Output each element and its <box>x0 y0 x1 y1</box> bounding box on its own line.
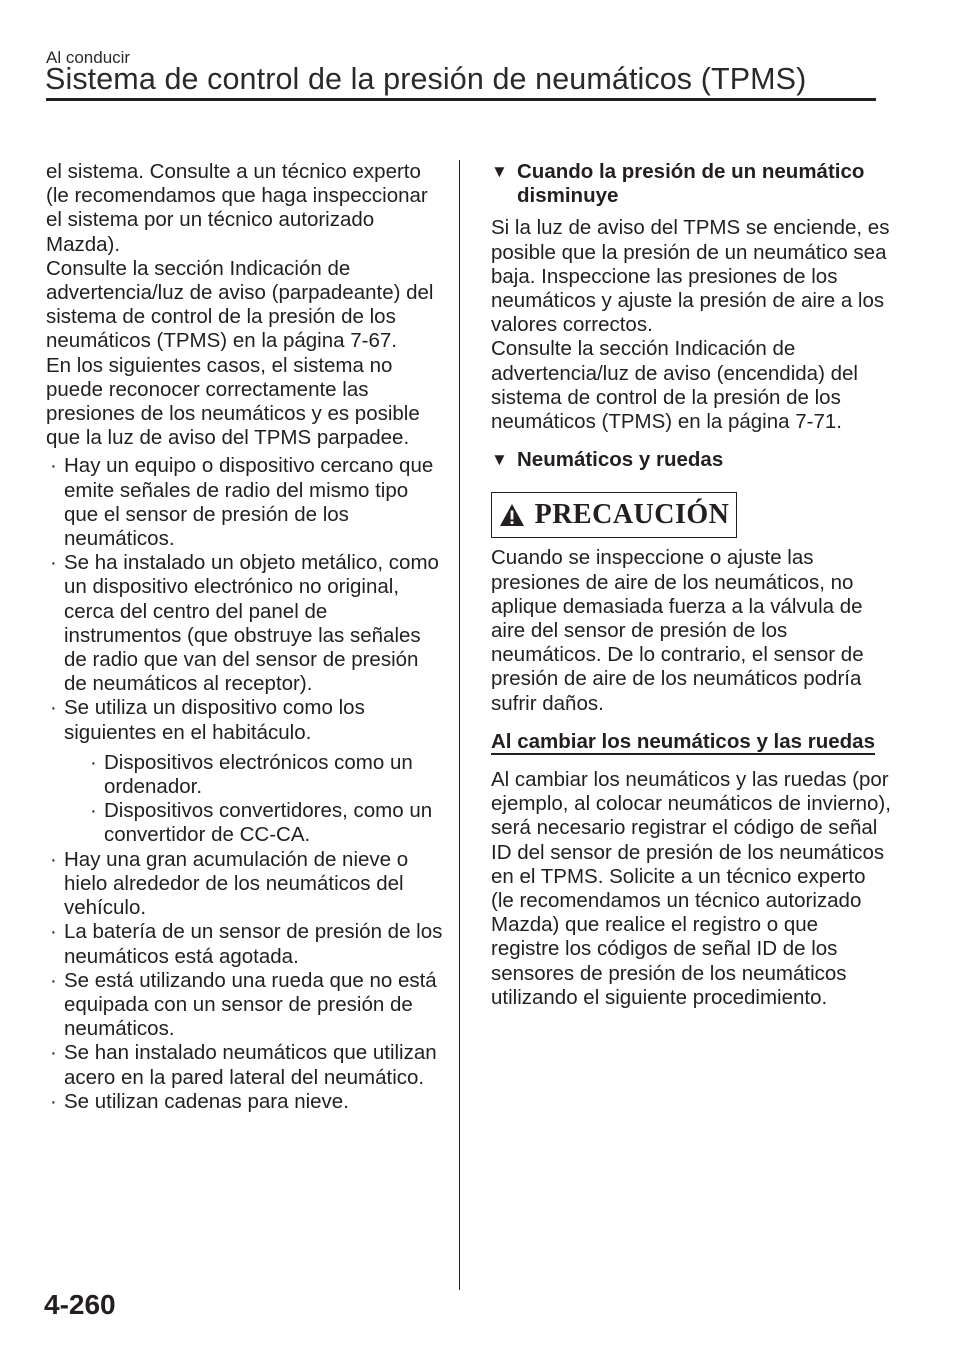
right-paragraph-3: Al cambiar los neumáticos y las ruedas (por ejemplo, al colocar neumáticos de invierno), será necesario registrar el código de señal ID del sensor de presión de los neumáticos en el TPMS. Solicite a un técnico experto (le recomendamos un técnico autorizado Mazda) que realice el registro o que registre los códigos de señal ID de los sensores de presión de los neumáticos utilizando el siguiente procedimiento. <box>491 768 891 1009</box>
subheading-text: Neumáticos y ruedas <box>517 448 724 472</box>
section-label: Al conducir <box>46 48 131 67</box>
triangle-marker-icon: ▼ <box>491 450 508 470</box>
list-item: · Se está utilizando una rueda que no está equipada con un sensor de presión de neumáticos. <box>46 969 446 1042</box>
list-item-text: Se utiliza un dispositivo como los siguientes en el habitáculo. <box>64 696 365 744</box>
page-title: Sistema de control de la presión de neumáticos (TPMS) <box>45 62 807 96</box>
triangle-marker-icon: ▼ <box>491 162 508 181</box>
left-paragraph-3: En los siguientes casos, el sistema no puede reconocer correctamente las presiones de los neumáticos y es posible que la luz de aviso del TPMS parpadee. <box>46 353 420 450</box>
left-paragraph-2: Consulte la sección Indicación de advertencia/luz de aviso (parpadeante) del sistema de control de la presión de los neumáticos (TPMS) en la página 7-67. <box>46 256 434 353</box>
list-item: · Hay una gran acumulación de nieve o hielo alrededor de los neumáticos del vehículo. <box>46 848 446 921</box>
subheading-tires-wheels <box>491 448 891 472</box>
sub-list-item: · Dispositivos electrónicos como un ordenador. <box>86 751 446 799</box>
list-item: · Se ha instalado un objeto metálico, como un dispositivo electrónico no original, cerca del centro del panel de instrumentos (que obstruye las señales de radio que van del sensor de presión de neumáticos al receptor). <box>46 551 446 696</box>
caution-label: PRECAUCIÓN <box>534 499 730 531</box>
right-paragraph-1: Si la luz de aviso del TPMS se enciende, es posible que la presión de un neumático sea baja. Inspeccione las presiones de los neumáticos y ajuste la presión de aire a los valores correctos. <box>491 216 890 337</box>
list-item: · Hay un equipo o dispositivo cercano que emite señales de radio del mismo tipo que el sensor de presión de los neumáticos. <box>46 454 446 551</box>
left-column <box>46 160 446 1114</box>
caution-text: Cuando se inspeccione o ajuste las presiones de aire de los neumáticos, no aplique demasiada fuerza a la válvula de aire del sensor de presión de los neumáticos. De lo contrario, el sensor de presión de aire de los neumáticos podría sufrir daños. <box>491 546 864 715</box>
left-paragraph-1: el sistema. Consulte a un técnico experto (le recomendamos que haga inspeccionar el sistema por un técnico autorizado Mazda). <box>46 160 428 256</box>
subheading-text: Cuando la presión de un neumático disminuye <box>517 160 865 208</box>
section-heading-wrapper <box>491 730 891 754</box>
device-sublist <box>86 751 446 848</box>
right-paragraph-2: Consulte la sección Indicación de advertencia/luz de aviso (encendida) del sistema de control de la presión de los neumáticos (TPMS) en la página 7-71. <box>491 337 858 434</box>
subheading-pressure-drop <box>491 160 891 208</box>
right-column <box>491 160 891 1010</box>
sub-list-item: · Dispositivos convertidores, como un convertidor de CC-CA. <box>86 799 446 847</box>
warning-triangle-icon <box>499 503 525 527</box>
list-item: · Se han instalado neumáticos que utilizan acero en la pared lateral del neumático. <box>46 1041 446 1089</box>
caution-box <box>491 492 737 538</box>
page-number: 4-260 <box>44 1289 116 1320</box>
list-item <box>46 696 446 847</box>
conditions-list <box>46 454 446 1113</box>
section-heading: Al cambiar los neumáticos y las ruedas <box>491 729 875 753</box>
list-item: · Se utilizan cadenas para nieve. <box>46 1090 446 1114</box>
title-rule <box>46 98 876 101</box>
column-divider <box>459 160 460 1290</box>
list-item: · La batería de un sensor de presión de los neumáticos está agotada. <box>46 920 446 968</box>
